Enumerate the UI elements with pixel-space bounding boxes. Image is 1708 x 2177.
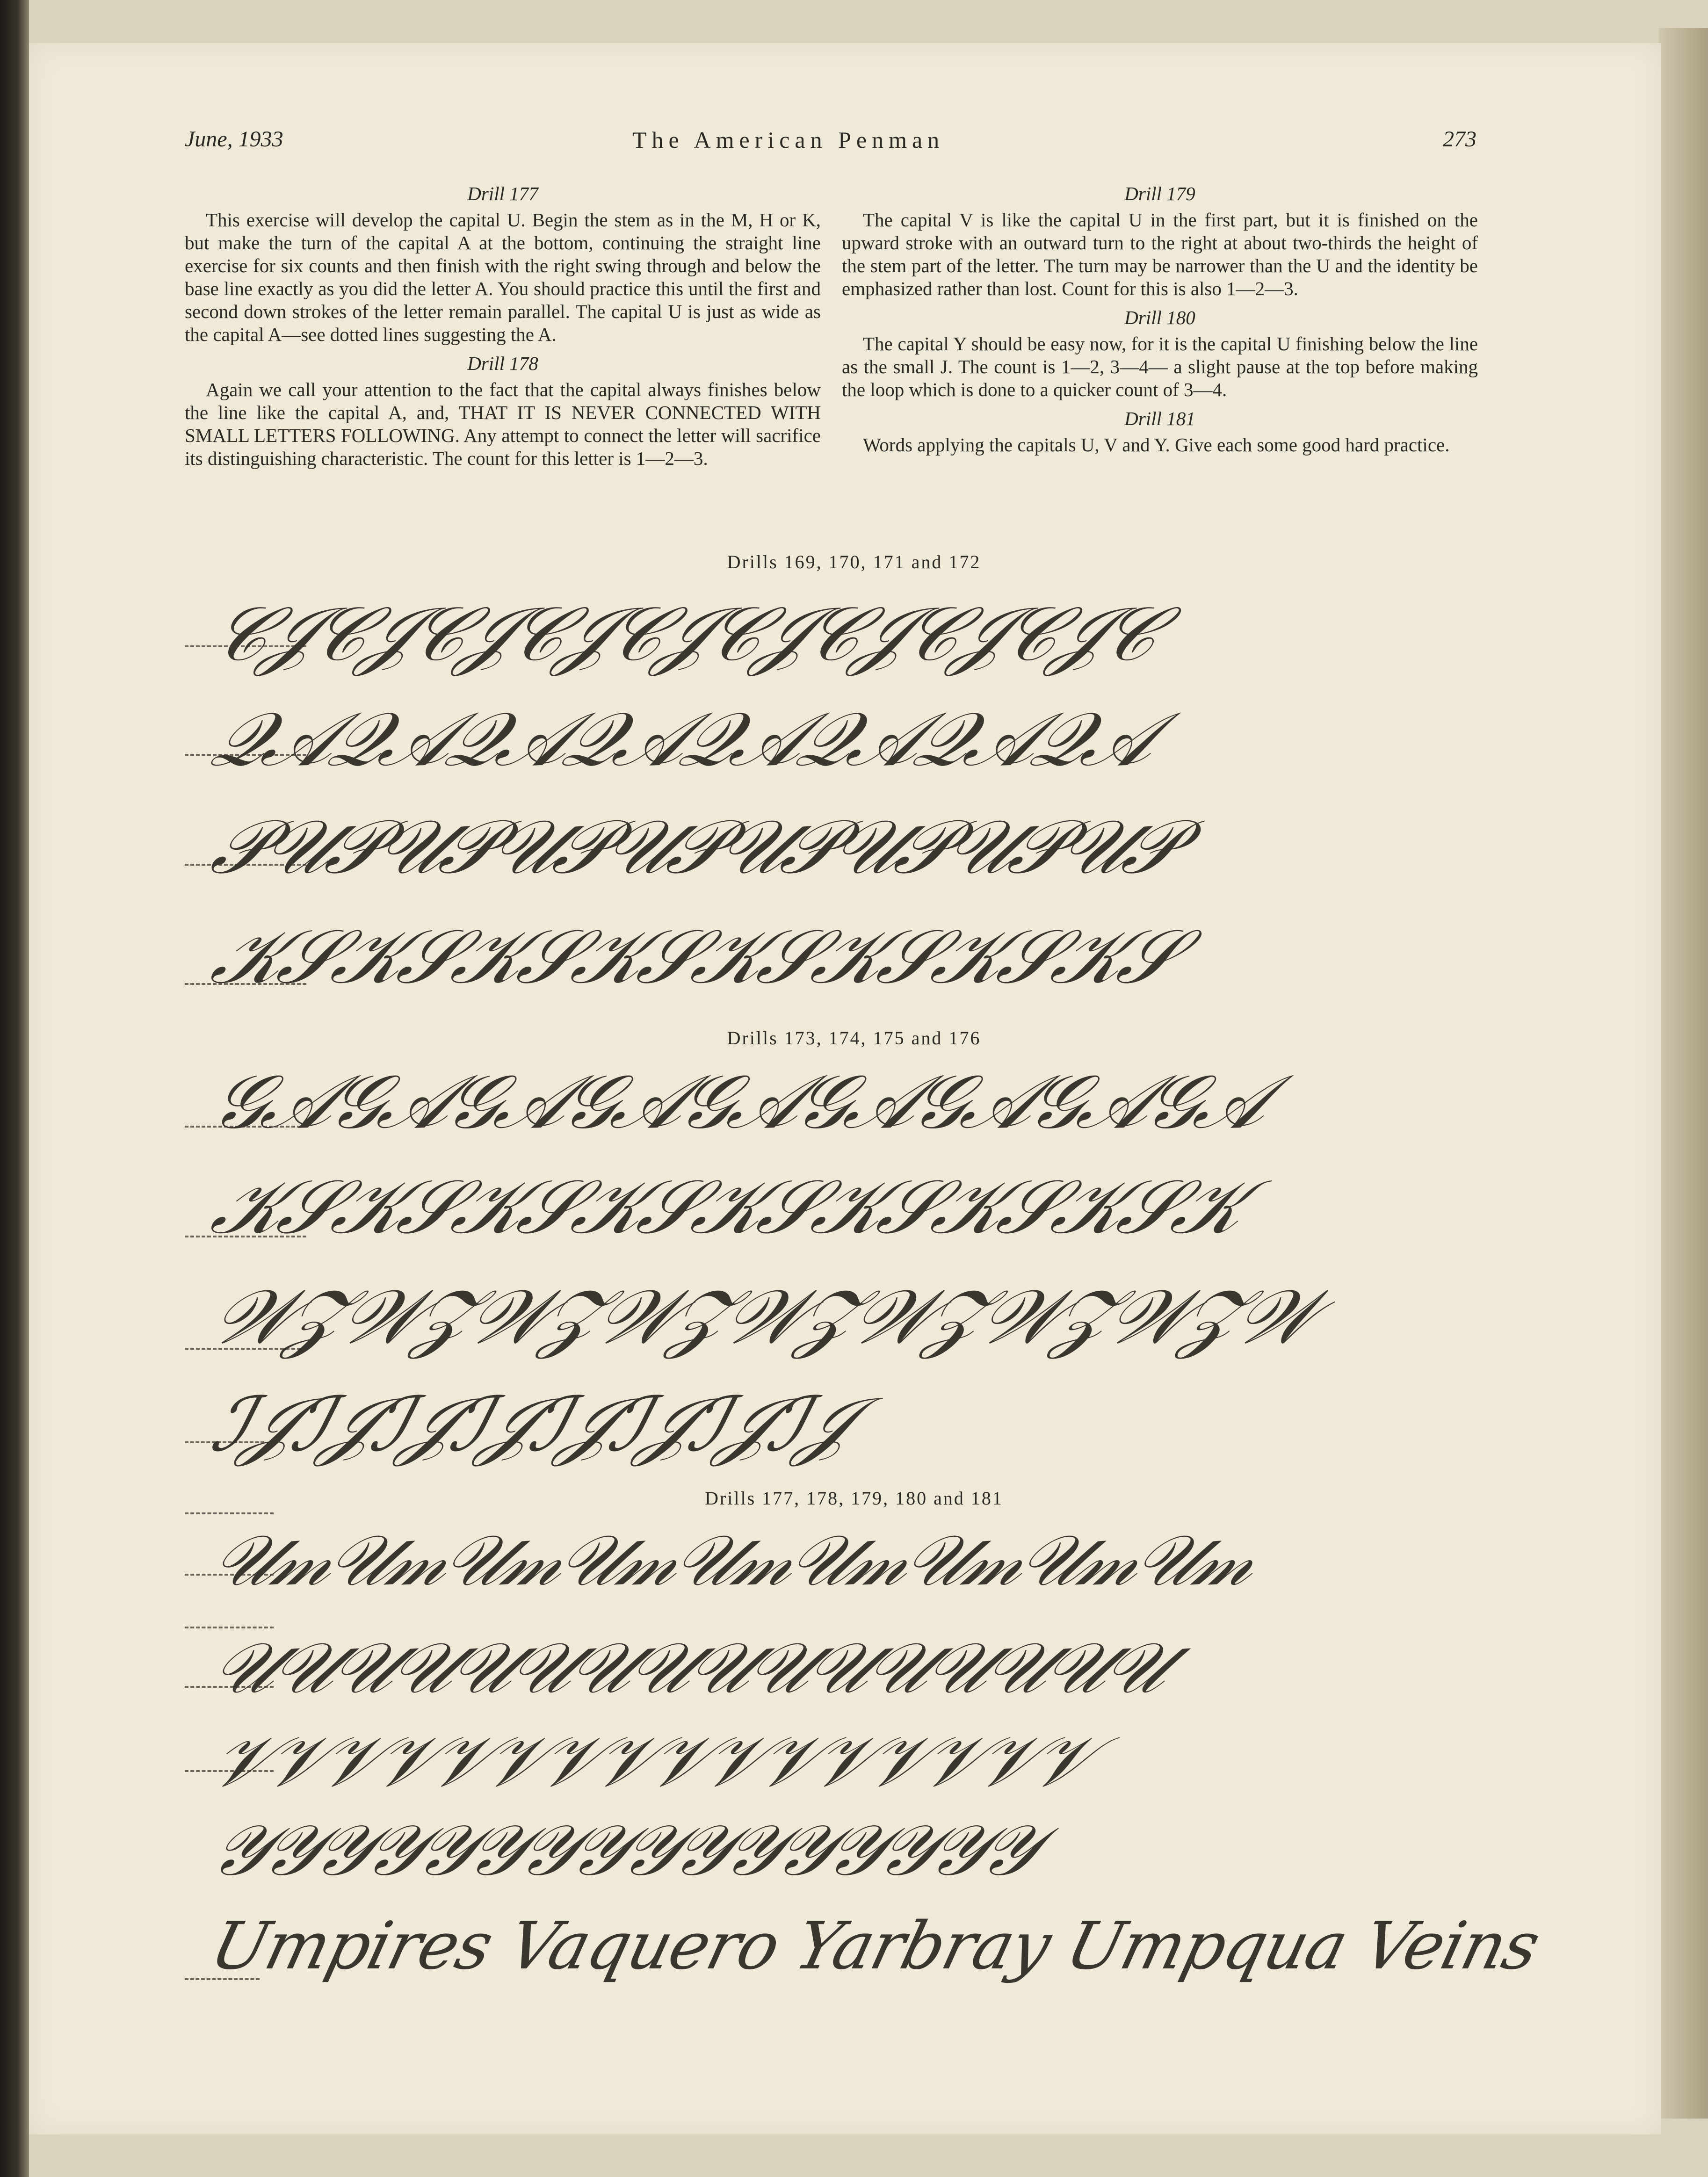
plate-2-caption: Drills 173, 174, 175 and 176 xyxy=(727,1027,981,1049)
drill-row: 𝒰𝓂𝒰𝓂𝒰𝓂𝒰𝓂𝒰𝓂𝒰𝓂𝒰𝓂𝒰𝓂𝒰𝓂 xyxy=(203,1520,1261,1601)
drill-178-text: Again we call your attention to the fact that the capital always finishes below the line like the capital A, and, THAT IT IS NEVER CONNECTED WITH SMALL LETTERS FOLLOWING. Any attempt to connect the letter will sacrifice its distinguishing characteristic. The count for this letter is 1—2—3. xyxy=(185,379,821,469)
right-column xyxy=(842,182,1478,463)
penmanship-plate-3 xyxy=(185,1511,1547,2048)
height-guide xyxy=(185,1512,274,1514)
drill-row: 𝒴𝒴𝒴𝒴𝒴𝒴𝒴𝒴𝒴𝒴𝒴𝒴𝒴𝒴𝒴𝒴 xyxy=(203,1810,1044,1891)
drill-row: 𝒬𝒜𝒬𝒜𝒬𝒜𝒬𝒜𝒬𝒜𝒬𝒜𝒬𝒜𝒬𝒜 xyxy=(203,695,1162,783)
binding-edge xyxy=(0,0,29,2177)
plate-3-caption: Drills 177, 178, 179, 180 and 181 xyxy=(705,1488,1003,1509)
magazine-title: The American Penman xyxy=(632,127,945,153)
page-stack-edge xyxy=(1659,28,1708,2119)
drill-179-heading: Drill 179 xyxy=(1124,183,1195,204)
drill-row: 𝒦𝒮𝒦𝒮𝒦𝒮𝒦𝒮𝒦𝒮𝒦𝒮𝒦𝒮𝒦𝒮𝒦 xyxy=(203,1163,1251,1251)
drill-row: 𝒞𝒥𝒞𝒥𝒞𝒥𝒞𝒥𝒞𝒥𝒞𝒥𝒞𝒥𝒞𝒥𝒞𝒥𝒞 xyxy=(203,590,1165,678)
drill-row: 𝒫𝒰𝒫𝒰𝒫𝒰𝒫𝒰𝒫𝒰𝒫𝒰𝒫𝒰𝒫𝒰𝒫 xyxy=(203,803,1187,890)
drill-row: 𝒱𝒱𝒱𝒱𝒱𝒱𝒱𝒱𝒱𝒱𝒱𝒱𝒱𝒱𝒱𝒱 xyxy=(203,1721,1100,1802)
drill-181-text: Words applying the capitals U, V and Y. Give each some good hard practice. xyxy=(863,434,1450,456)
drill-row: 𝒰𝒰𝒰𝒰𝒰𝒰𝒰𝒰𝒰𝒰𝒰𝒰𝒰𝒰𝒰𝒰 xyxy=(203,1627,1175,1709)
drill-180-heading: Drill 180 xyxy=(1124,307,1195,328)
plate-1-caption: Drills 169, 170, 171 and 172 xyxy=(727,551,981,572)
left-column xyxy=(185,182,821,476)
issue-date: June, 1933 xyxy=(185,127,283,152)
drill-row: 𝒲𝒵𝒲𝒵𝒲𝒵𝒲𝒵𝒲𝒵𝒲𝒵𝒲𝒵𝒲𝒵𝒲 xyxy=(203,1273,1324,1360)
drill-row: 𝒢𝒜𝒢𝒜𝒢𝒜𝒢𝒜𝒢𝒜𝒢𝒜𝒢𝒜𝒢𝒜𝒢𝒜 xyxy=(203,1058,1275,1145)
penmanship-plate-1 xyxy=(185,590,1494,1002)
drill-177-text: This exercise will develop the capital U. Begin the stem as in the M, H or K, but make the turn of the capital A at the bottom, continuing the straight line exercise for six counts and then finish with the right swing through and below the base line exactly as you did the letter A. You should practice this until the first and second down strokes of the letter remain parallel. The capital U is just as wide as the capital A—see dotted lines suggesting the A. xyxy=(185,209,821,345)
drill-180-text: The capital Y should be easy now, for it is the capital U finishing below the line as the small J. The count is 1—2, 3—4— a slight pause at the top before making the loop which is done to a quicker count of 3—4. xyxy=(842,333,1478,400)
word-drill-row: Umpires Vaquero Yarbray Umpqua Veins xyxy=(203,1908,1547,1984)
drill-row: 𝒦𝒮𝒦𝒮𝒦𝒮𝒦𝒮𝒦𝒮𝒦𝒮𝒦𝒮𝒦𝒮 xyxy=(203,913,1185,1000)
drill-row: ℐ𝒥ℐ𝒥ℐ𝒥ℐ𝒥ℐ𝒥ℐ𝒥ℐ𝒥ℐ𝒥 xyxy=(203,1381,860,1468)
drill-177-heading: Drill 177 xyxy=(467,183,538,204)
page-number: 273 xyxy=(1443,127,1476,152)
drill-178-heading: Drill 178 xyxy=(467,353,538,374)
drill-181-heading: Drill 181 xyxy=(1124,408,1195,429)
drill-179-text: The capital V is like the capital U in the first part, but it is finished on the upward stroke with an outward turn to the right at about two-thirds the height of the stem part of the letter. The turn may be narrower than the U and the identity be emphasized rather than lost. Count for this is also 1—2—3. xyxy=(842,209,1478,299)
penmanship-plate-2 xyxy=(185,1058,1494,1472)
